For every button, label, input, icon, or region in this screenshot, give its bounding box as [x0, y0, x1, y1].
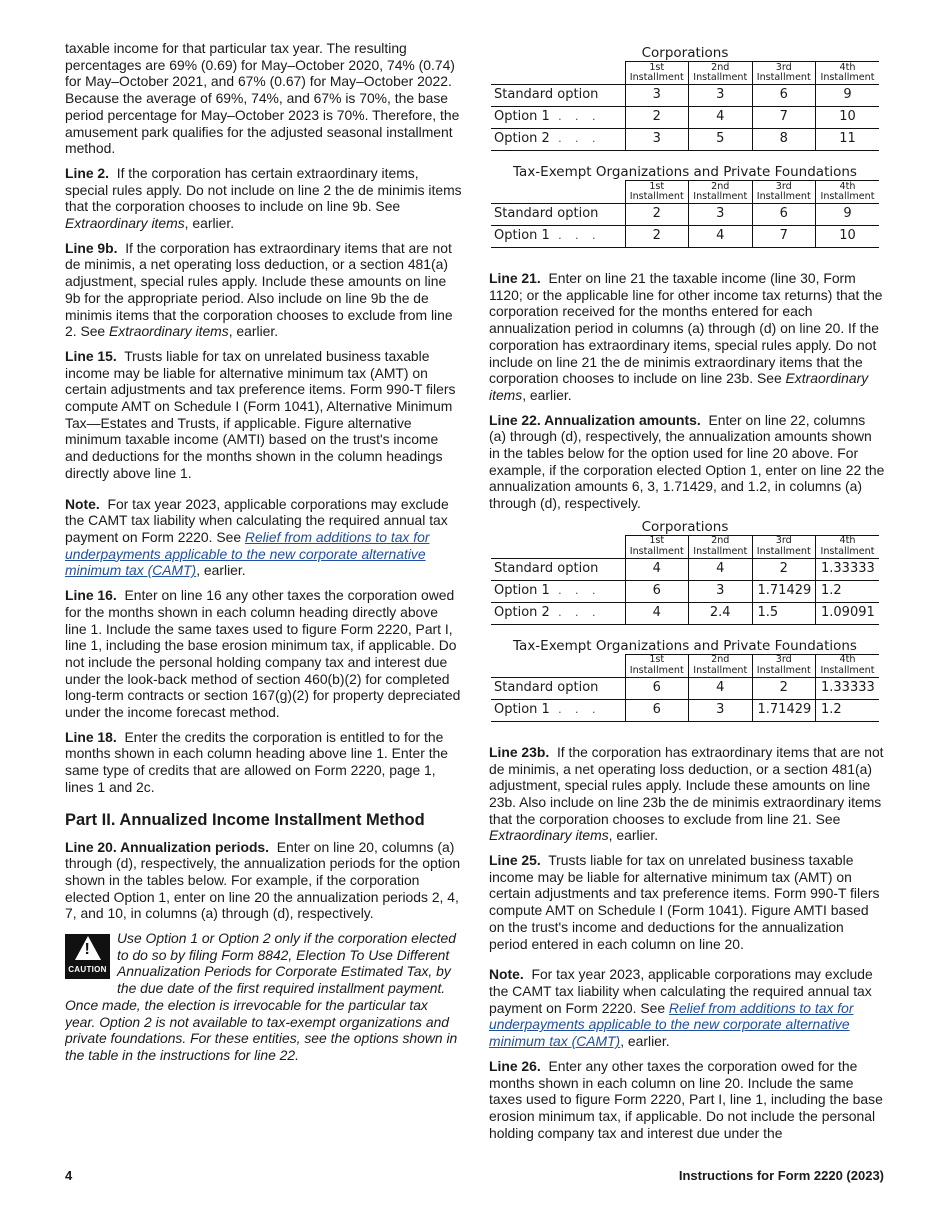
line2-paragraph: Line 2. If the corporation has certain extraordinary items, special rules apply. Do not include on line 2 the de minimis items that the corporation chooses to include on line 9b. See Extraordinary items, earlier.	[65, 164, 462, 232]
table-row: Option 2 . . . 3 5 8 11	[491, 129, 879, 151]
line23b-heading: Line 23b.	[489, 743, 550, 760]
intro-paragraph: taxable income for that particular tax year. The resulting percentages are 69% (0.69) for May–October 2020, 74% (0.74) for May–October 2021, and 67% (0.67) for May–October 2022. Because the average of 69%, 74%, and 67% is 70%, the base period percentage for May–October 2023 is 70%. Therefore, the amusement park qualifies for the adjusted seasonal installment method.	[65, 40, 460, 157]
table-row: Option 2 . . . 4 2.4 1.5 1.09091	[491, 602, 879, 624]
column-header: 4th Installment	[816, 535, 880, 558]
table-corporations-amounts	[491, 520, 879, 625]
line20-heading: Line 20. Annualization periods.	[65, 838, 270, 855]
line22-heading: Line 22. Annualization amounts.	[489, 411, 701, 428]
table-row: Standard option 3 3 6 9	[491, 85, 879, 107]
note-heading: Note.	[489, 966, 524, 983]
line21-heading: Line 21.	[489, 270, 541, 286]
left-column	[65, 40, 462, 1064]
line25-heading: Line 25.	[489, 852, 541, 869]
table-row: Standard option 4 4 2 1.33333	[491, 558, 879, 580]
table-row: Option 1 . . . 6 3 1.71429 1.2	[491, 580, 879, 602]
line9b-paragraph: Line 9b. If the corporation has extraordinary items that are not de minimis, a net operating loss deduction, or a section 481(a) adjustment, special rules apply. Include these amounts on line 9b for the appropriate period. Also include on line 9b the de minimis items that the corporation chooses to exclude from line 2. See Extraordinary items, earlier.	[65, 239, 453, 340]
line18-paragraph: Line 18. Enter the credits the corporation is entitled to for the months shown in each column heading above line 1. Enter the same type of credits that are allowed on Form 2220, page 1, lines 1 and 2c.	[65, 728, 449, 795]
column-header: 2nd Installment	[689, 62, 753, 85]
column-header: 2nd Installment	[689, 654, 753, 677]
line21-paragraph: Line 21. Enter on line 21 the taxable income (line 30, Form 1120; or the applicable line for other income tax returns) that the corporation received for the months entered for each annualization period in columns (a) through (d) on line 20. If the corporation has extraordinary items, special rules apply. Do not include on line 21 the de minimis extraordinary items that the corporation chooses to include on line 23b. See Extraordinary items, earlier.	[489, 270, 883, 403]
table-row: Option 1 . . . 2 4 7 10	[491, 226, 879, 248]
table-title: Tax-Exempt Organizations and Private Foundations	[513, 164, 857, 180]
caution-text: Use Option 1 or Option 2 only if the corporation elected to do so by filing Form 8842, Election To Use Different Annualization Periods for Corporate Estimated Tax, by the due date of the first required installment payment. Once made, the election is irrevocable for the particular tax year. Option 2 is not available to tax-exempt organizations and private foundations. For these entities, see the options shown in the table in the instructions for line 22.	[65, 930, 458, 1063]
column-header: 1st Installment	[625, 535, 689, 558]
caution-block	[65, 930, 462, 1064]
column-header: 4th Installment	[816, 181, 880, 204]
table-title: Tax-Exempt Organizations and Private Foundations	[513, 637, 857, 654]
right-column	[489, 46, 886, 1149]
column-header: 3rd Installment	[752, 535, 816, 558]
line25-paragraph: Line 25. Trusts liable for tax on unrelated business taxable income may be liable for alternative minimum tax (AMT) on certain adjustments and tax preference items. Form 990-T filers compute AMT on Schedule I (Form 1041). Figure AMTI based on the trust's income and deductions for the annualization period entered in each column on line 20.	[489, 852, 880, 952]
part2-heading: Part II. Annualized Income Installment Method	[65, 810, 425, 829]
line26-heading: Line 26.	[489, 1057, 541, 1074]
camt-relief-link[interactable]: Relief from additions to tax for underpayments applicable to the new corporate alternative minimum tax (CAMT)	[65, 528, 430, 579]
table-taxexempt-periods	[491, 165, 879, 248]
line2-heading: Line 2.	[65, 164, 109, 181]
column-header: 1st Installment	[625, 62, 689, 85]
column-header: 3rd Installment	[752, 181, 816, 204]
column-header: 1st Installment	[625, 654, 689, 677]
column-header: 2nd Installment	[689, 535, 753, 558]
camt-note-paragraph: Note. For tax year 2023, applicable corporations may exclude the CAMT tax liability when calculating the required annual tax payment on Form 2220. See Relief from additions to tax for underpayments applicable to the new corporate alternative minimum tax (CAMT), earlier.	[65, 495, 449, 579]
line18-heading: Line 18.	[65, 728, 117, 745]
table-row: Option 1 . . . 6 3 1.71429 1.2	[491, 699, 879, 721]
line26-paragraph: Line 26. Enter any other taxes the corporation owed for the months shown in each column on line 20. Include the same taxes used to figure Form 2220, Part I, line 1, including the base erosion minimum tax, if applicable. Do not include the personal holding company tax and interest due under the	[489, 1057, 883, 1141]
table-title: Corporations	[641, 518, 729, 535]
line9b-heading: Line 9b.	[65, 239, 118, 256]
line20-paragraph: Line 20. Annualization periods. Enter on line 20, columns (a) through (d), respectively, the annualization periods for the option shown in the tables below. For example, if the corporation elected Option 1, enter on line 20 the annualization periods 2, 4, 7, and 10, in columns (a) through (d), respectively.	[65, 838, 461, 922]
table-row: Option 1 . . . 2 4 7 10	[491, 107, 879, 129]
line22-paragraph: Line 22. Annualization amounts. Enter on line 22, columns (a) through (d), respectively, the annualization amounts shown in the tables below for the option used for line 20 above. For example, if the corporation elected Option 1, enter on line 22 the annualization amounts 6, 3, 1.71429, and 1.2, in columns (a) through (d), respectively.	[489, 411, 885, 512]
note-heading: Note.	[65, 495, 100, 512]
column-header: 3rd Installment	[752, 62, 816, 85]
page-number: 4	[65, 1168, 73, 1183]
column-header: 4th Installment	[816, 62, 880, 85]
column-header: 1st Installment	[625, 181, 689, 204]
table-corporations-periods	[491, 46, 879, 151]
column-header: 3rd Installment	[752, 654, 816, 677]
table-row: Standard option 2 3 6 9	[491, 204, 879, 226]
line16-paragraph: Line 16. Enter on line 16 any other taxes the corporation owed for the months shown in each column heading directly above line 1. Include the same taxes used to figure Form 2220, Part I, line 1, including the base erosion minimum tax, if applicable. Do not include the personal holding company tax and interest due under the look-back method of section 460(b)(2) for completed long-term contracts or section 167(g)(2) for property depreciated under the income forecast method.	[65, 587, 461, 721]
line16-heading: Line 16.	[65, 587, 117, 604]
table-taxexempt-amounts	[491, 639, 879, 722]
line15-heading: Line 15.	[65, 347, 117, 364]
table-title: Corporations	[641, 45, 729, 61]
table-row: Standard option 6 4 2 1.33333	[491, 677, 879, 699]
line15-paragraph: Line 15. Trusts liable for tax on unrelated business taxable income may be liable for alternative minimum tax (AMT) on certain adjustments and tax preference items. Form 990-T filers compute AMT on Schedule I (Form 1041), Alternative Minimum Tax—Estates and Trusts, if applicable. Figure alternative minimum taxable income (AMTI) based on the trust's income and deductions for the months shown in the column headings directly above line 1.	[65, 347, 456, 481]
line23b-paragraph: Line 23b. If the corporation has extraordinary items that are not de minimis, a net operating loss deduction, or a section 481(a) adjustment, special rules apply. Include these amounts on line 23b. Also include on line 23b the de minimis extraordinary items that the corporation chooses to exclude from line 21. See Extraordinary items, earlier.	[489, 743, 884, 844]
camt-note-paragraph-right: Note. For tax year 2023, applicable corporations may exclude the CAMT tax liability when calculating the required annual tax payment on Form 2220. See Relief from additions to tax for underpayments applicable to the new corporate alternative minimum tax (CAMT), earlier.	[489, 966, 873, 1050]
camt-relief-link[interactable]: Relief from additions to tax for underpayments applicable to the new corporate alternative minimum tax (CAMT)	[489, 999, 854, 1050]
column-header: 4th Installment	[816, 654, 880, 677]
footer-title: Instructions for Form 2220 (2023)	[678, 1168, 884, 1183]
caution-icon: ! CAUTION	[65, 934, 110, 979]
column-header: 2nd Installment	[689, 181, 753, 204]
